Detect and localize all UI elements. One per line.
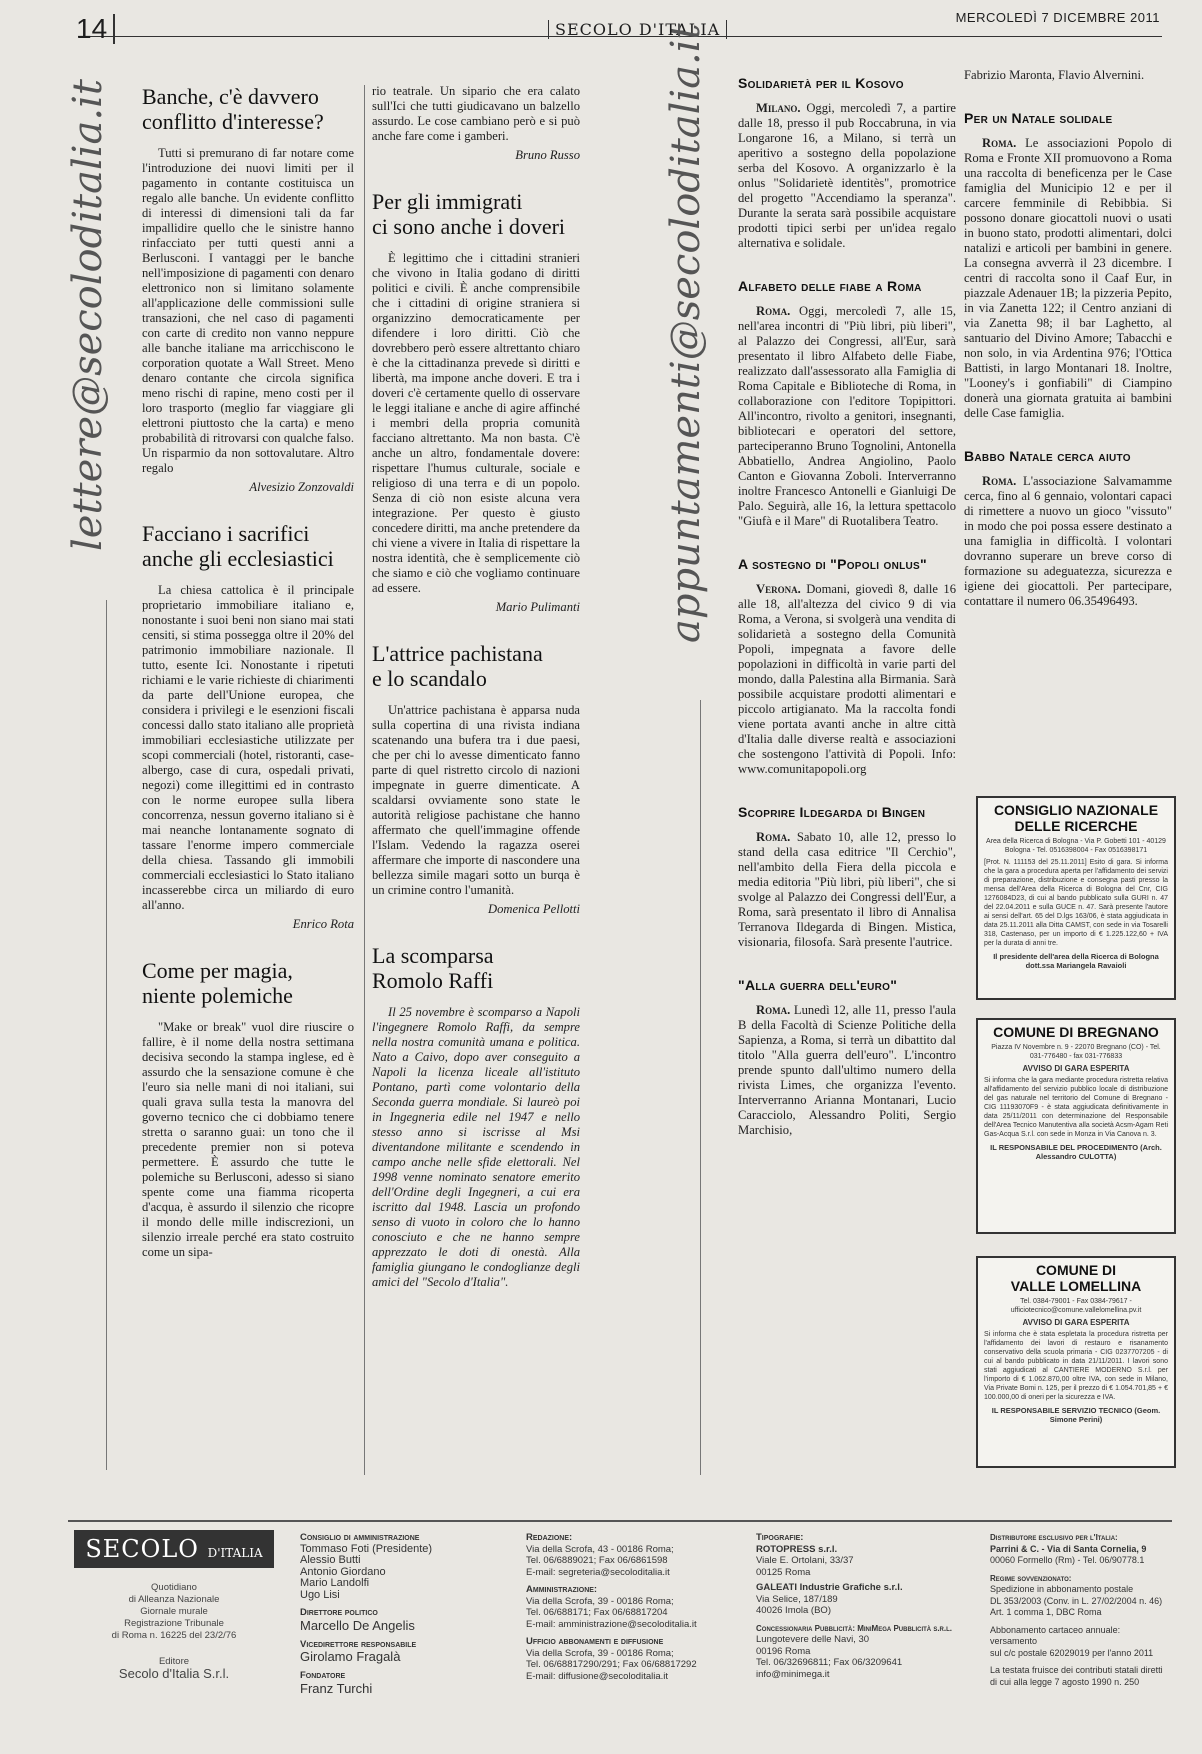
event-item	[738, 805, 956, 950]
letter-article	[142, 84, 354, 495]
concessionaria-label: Concessionaria Pubblicità: MiniMega Pubblicità s.r.l.	[756, 1623, 952, 1633]
event-body: Fabrizio Maronta, Flavio Alvernini.	[964, 68, 1145, 82]
column-divider	[364, 85, 365, 1475]
ad-cnr	[976, 796, 1176, 1000]
concessionaria-line: info@minimega.it	[756, 1668, 830, 1680]
masthead-title: SECOLO D'ITALIA	[548, 20, 727, 39]
vicedirector-name: Girolamo Fragalà	[300, 1649, 401, 1664]
ad-title: COMUNE DI BREGNANO	[993, 1024, 1159, 1040]
board-member: Tommaso Foti (Presidente)	[300, 1542, 433, 1555]
contact-line: Via della Scrofa, 43 - 00186 Roma;	[526, 1543, 674, 1555]
event-place: Roma.	[756, 304, 791, 318]
distributore-line: 00060 Formello (Rm) - Tel. 06/90778.1	[990, 1555, 1145, 1565]
event-place: Roma.	[756, 830, 791, 844]
event-title: Babbo Natale cerca aiuto	[964, 448, 1131, 464]
printer-line: Viale E. Ortolani, 33/37	[756, 1555, 854, 1566]
event-place: Roma.	[756, 1003, 791, 1017]
ad-bregnano	[976, 1018, 1176, 1234]
ad-subtitle: Tel. 0384-79001 - Fax 0384-79617 - ufficiotecnico@comune.vallelomellina.pv.it	[1010, 1298, 1142, 1314]
letter-article	[142, 521, 354, 932]
left-side-rule	[106, 600, 107, 1470]
letter-signature: Domenica Pellotti	[488, 902, 580, 916]
amministrazione-label: Amministrazione:	[526, 1584, 598, 1595]
ad-heading: AVVISO DI GARA ESPERITA	[1022, 1318, 1130, 1327]
letter-title: Facciano i sacrifici anche gli ecclesiastici	[142, 521, 334, 571]
letter-body: È legittimo che i cittadini stranieri che vivono in Italia godano di diritti politici e civili. È anche comprensibile che i cittadini di origine straniera si organizzino democraticamente per difendere i loro diritti. Ciò che dovrebbero però essere altrettanto chiaro è che la cittadinanza prevede sì diritti e libertà, ma impone anche doveri. E tra i doveri c'è certamente quello di osservare le leggi italiane e anche di agire affinché i membri della propria comunità facciano altrettanto. Ma non basta. C'è anche un altro, fondamentale dovere: rispettare l'humus culturale, sociale e religioso di una terra e di un popolo. Senza di ciò non esiste alcuna vera integrazione. Per questo è giusto concedere diritti, ma anche pretendere da chi viene a vivere in Italia di rispettare la nostra identità, che è semplicemente ciò che siamo e ciò che vogliamo continuare ad essere.	[372, 251, 580, 595]
regime-line: Art. 1 comma 1, DBC Roma	[990, 1607, 1102, 1617]
letter-body: Il 25 novembre è scomparso a Napoli l'ingegnere Romolo Raffi, da sempre nella nostra comunità umana e politica. Nato a Caivo, dopo aver conseguito a Napoli la licenza liceale all'istituto Pontano, partì come volontario della Seconda guerra mondiale. Si laureò poi in Ingegneria edile nel 1947 e nello stesso anno si iscrisse al Msi diventandone militante e scendendo in campo anche nelle sfide elettorali. Nel 1998 venne nominato senatore emerito dell'Ordine degli Ingegneri, a cui era iscritto dal 1948. Lascia un profondo senso di vuoto in coloro che lo hanno conosciuto e che ne hanno sempre apprezzato le doti di onestà. Alla famiglia giungano le condoglianze degli amici del "Secolo d'Italia".	[372, 1005, 580, 1289]
redazione-label: Redazione:	[526, 1532, 573, 1543]
publication-line: Registrazione Tribunale	[124, 1618, 224, 1629]
printer-line: Via Selice, 187/189	[756, 1593, 838, 1605]
abbonamenti-label: Ufficio abbonamenti e diffusione	[526, 1636, 664, 1647]
distributore-label: Distributore esclusivo per l'Italia:	[990, 1533, 1118, 1542]
events-email-label: appuntamenti@secoloditalia.it	[663, 23, 709, 643]
ad-valle-lomellina	[976, 1256, 1176, 1468]
issue-date: MERCOLEDÌ 7 DICEMBRE 2011	[955, 10, 1160, 25]
board-member: Antonio Giordano	[300, 1565, 386, 1578]
distributore-line: Parrini & C. - Via di Santa Cornelia, 9	[990, 1543, 1147, 1554]
director-label: Direttore politico	[300, 1607, 378, 1618]
printer-line: 00125 Roma	[756, 1566, 811, 1578]
publication-line: di Alleanza Nazionale	[128, 1594, 220, 1605]
event-item	[964, 111, 1172, 421]
event-body: Le associazioni Popolo di Roma e Fronte XII promuovono a Roma una raccolta di beneficenza per le Case famiglia del Municipio 12 e per il carcere femminile di Rebibbia. Si possono donare giocattoli nuovi o usati in buono stato, prodotti alimentari, dolci natalizi e articoli per bambini in genere. La consegna avverrà il 23 dicembre. I centri di raccolta sono il Caaf Eur, in piazzale Adenauer 1B; la pizzeria Pepito, in via Zanetta 122; il Centro anziani di via Zanetta 98; il bar Laghetto, al santuario del Divino Amore; Tabacchi e non solo, in via Ardentina 976; l'Ottica Battisti, in largo Montanari 18. Inoltre, "Looney's i gonfiabili" di Ciampino donerà una giornata gratuita ai bambini delle Case famiglia.	[964, 136, 1172, 420]
board-member: Ugo Lisi	[300, 1588, 340, 1601]
ad-heading: AVVISO DI GARA ESPERITA	[1022, 1064, 1130, 1073]
director-name: Marcello De Angelis	[300, 1617, 415, 1633]
events-column-1	[738, 76, 956, 1166]
editor-label: Editore	[158, 1656, 190, 1667]
abbonamento-line: Abbonamento cartaceo annuale: versamento	[990, 1624, 1121, 1646]
contact-line: Tel. 06/688171; Fax 06/68817204	[526, 1607, 668, 1618]
ad-subtitle: Area della Ricerca di Bologna - Via P. Gobetti 101 - 40129 Bologna - Tel. 0516398004 - Fax 0516398171	[986, 838, 1166, 854]
letter-article	[142, 958, 354, 1260]
event-body: Lunedì 12, alle 11, presso l'aula B della Facoltà di Scienze Politiche della Sapienza, a Roma, si terrà un dibattito dal titolo "Alla guerra dell'euro". L'incontro prende spunto dall'ultimo numero della rivista Limes, che organizza l'evento. Interverranno Arianna Montanari, Lucio Caracciolo, Alessandro Politi, Sergio Marchisio,	[738, 1003, 957, 1137]
letter-body: rio teatrale. Un sipario che era calato sull'Ici che tutti giudicavano un balzello assurdo. Le cose cambiano però e si può anche fare come i gamberi.	[372, 84, 580, 143]
event-item	[738, 557, 956, 777]
distribution-column	[990, 1532, 1168, 1688]
letter-title: Per gli immigrati ci sono anche i doveri	[372, 189, 566, 239]
regime-line: DL 353/2003 (Conv. in L. 27/02/2004 n. 46)	[990, 1595, 1163, 1606]
concessionaria-line: Lungotevere delle Navi, 30	[756, 1634, 870, 1645]
letter-title: Come per magia, niente polemiche	[142, 958, 293, 1008]
event-item	[964, 449, 1172, 609]
publication-line: Quotidiano	[151, 1582, 197, 1593]
event-body: Sabato 10, alle 12, presso lo stand della casa editrice "Il Cerchio", nell'ambito della Fiera della piccola e media editoria "Più libri, più liberi", che si svolge al Palazzo dei Congressi dell'Eur, a Roma, sarà presentato il libro di Annalisa Terranova Ildegarda di Bingen. Mistica, visionaria, filosofa. Sarà presente l'autrice.	[738, 830, 956, 949]
letter-body: Tutti si premurano di far notare come l'introduzione dei nuovi limiti per il pagamento in contante costituisca un regalo alle banche. Un evidente conflitto di interessi di dimensioni tali da far impallidire quello che le sinistre hanno rinfacciato per tutti questi anni a Berlusconi. I vantaggi per le banche nell'imposizione di pagamenti con denaro elettronico non si limitano solamente all'applicazione delle commissioni sulle transazioni, che nel caso di pagamenti con carte di credito non vanno neppure alle banche italiane ma arricchiscono le corporation quotate a Wall Street. Meno denaro contante che circola significa meno rischi di rapine, meno costi per il loro trasporto (meglio far viaggiare gli elettroni piuttosto che la carta) e meno probabilità di ritrovarsi con qualche falso. Un risparmio da non sottovalutare. Altro regalo	[142, 146, 354, 475]
board-member: Mario Landolfi	[300, 1577, 370, 1589]
letter-article	[372, 641, 580, 917]
event-title: Scoprire Ildegarda di Bingen	[738, 804, 926, 820]
event-title: Alfabeto delle fiabe a Roma	[738, 278, 922, 294]
event-item	[964, 68, 1172, 83]
contact-line: E-mail: segreteria@secoloditalia.it	[526, 1566, 670, 1578]
event-place: Milano.	[756, 101, 801, 115]
concessionaria-line: 00196 Roma	[756, 1645, 811, 1657]
event-place: Verona.	[756, 582, 801, 596]
events-column-2	[964, 68, 1172, 637]
letter-signature: Mario Pulimanti	[495, 600, 580, 614]
ad-footer: Il presidente dell'area della Ricerca di Bologna dott.ssa Mariangela Ravaioli	[993, 952, 1159, 970]
board-member: Alessio Butti	[300, 1554, 361, 1566]
ad-footer: IL RESPONSABILE DEL PROCEDIMENTO (Arch. Alessandro CULOTTA)	[990, 1143, 1162, 1161]
ad-body: [Prot. N. 111153 del 25.11.2011] Esito di gara. Si informa che la gara a procedura aperta per l'affidamento dei servizi di preparazione, distribuzione e consegna pasti presso la mensa dell'Area della Ricerca di Bologna del Cnr, CIG 1276084D23, di cui al bando pubblicato sulla GURI n. 47 del 22.04.2011 e sulla GUCE n. 47. Sarà presente l'autore ai sensi dell'art. 65 del D.lgs 163/06, è stata aggiudicata in data 25.11.2011 alla Ditta CAMST, con sede in via Tosarelli 318, Castenaso, per un importo di € 1.225.122,60 + IVA per la durata di anni tre.	[984, 859, 1168, 947]
printers-column	[756, 1532, 974, 1680]
tipografie-label: Tipografie:	[756, 1532, 804, 1543]
letter-article	[372, 84, 580, 163]
publication-line: di Roma n. 16225 del 23/2/76	[111, 1630, 237, 1641]
event-place: Roma.	[982, 474, 1017, 488]
vicedirector-label: Vicedirettore responsabile	[300, 1638, 417, 1650]
event-body: Domani, giovedì 8, dalle 16 alle 18, all'altezza del civico 9 di via Roma, a Verona, si svolgerà una vendita di solidarietà a sostegno della Comunità Popoli, impegnata a favore delle popolazioni in difficoltà in varie parti del mondo, dalla Palestina alla Birmania. Sarà possibile acquistare prodotti alimentari e piccolo artigianato. Ma la raccolta fondi viene portata avanti anche in altre città d'Italia dalle diverse realtà e associazioni che sostengono l'attività di Popoli. Info: www.comunitapopoli.org	[738, 582, 956, 776]
letter-signature: Enrico Rota	[292, 917, 354, 931]
abbonamento-line: sul c/c postale 62029019 per l'anno 2011	[990, 1647, 1154, 1658]
letters-column-2	[372, 84, 580, 1316]
printer-line: GALEATI Industrie Grafiche s.r.l.	[756, 1582, 903, 1593]
event-title: A sostegno di "Popoli onlus"	[738, 556, 927, 572]
letter-article	[372, 189, 580, 615]
obituary-article	[372, 943, 580, 1290]
event-item	[738, 279, 956, 529]
testata-line: di cui alla legge 7 agosto 1990 n. 250	[990, 1676, 1140, 1687]
footer-logo	[74, 1530, 274, 1568]
contacts-column	[526, 1532, 738, 1682]
publication-info	[74, 1582, 274, 1680]
contact-line: Tel. 06/68817290/291; Fax 06/68817292	[526, 1659, 697, 1670]
founder-label: Fondatore	[300, 1670, 346, 1681]
regime-label: Regime sovvenzionato:	[990, 1573, 1072, 1583]
footer-logo-small: D'ITALIA	[207, 1546, 263, 1560]
letter-signature: Alvesizio Zonzovaldi	[249, 480, 354, 494]
concessionaria-line: Tel. 06/32696811; Fax 06/3209641	[756, 1657, 903, 1668]
ad-title: COMUNE DI VALLE LOMELLINA	[1010, 1262, 1142, 1294]
ad-footer: IL RESPONSABILE SERVIZIO TECNICO (Geom. Simone Perini)	[991, 1406, 1161, 1424]
contact-line: E-mail: diffusione@secoloditalia.it	[526, 1670, 669, 1682]
contact-line: Via della Scrofa, 39 - 00186 Roma;	[526, 1647, 674, 1659]
letter-body: Un'attrice pachistana è apparsa nuda sulla copertina di una rivista indiana scatenando una bufera tra i due paesi, che per chi lo avesse dimenticato fanno parte di quel ristretto circolo di nazioni impegnate in guerre dimenticate. A scaldarsi ovviamente sono state le autorità religiose pachistane che hanno affermato che quell'immagine offende l'Islam. Vedendo la ragazza oserei affermare che importe di nascondere una bellezza simile magari sotto un burqa è un crimine contro l'umanità.	[372, 703, 580, 897]
letter-signature: Bruno Russo	[515, 148, 580, 162]
event-place: Roma.	[982, 136, 1017, 150]
letter-title: L'attrice pachistana e lo scandalo	[372, 641, 543, 691]
page-number: 14	[76, 14, 115, 44]
letter-title: Banche, c'è davvero conflitto d'interesse?	[142, 84, 324, 134]
ad-subtitle: Piazza IV Novembre n. 9 - 22070 Bregnano (CO) - Tel. 031-776480 - fax 031-776833	[991, 1044, 1161, 1060]
publication-line: Giornale murale	[140, 1606, 208, 1617]
letters-email-label: lettere@secoloditalia.it	[65, 79, 111, 551]
letters-column-1	[142, 84, 354, 1286]
contact-line: Via della Scrofa, 39 - 00186 Roma;	[526, 1595, 674, 1607]
contact-line: E-mail: amministrazione@secoloditalia.it	[526, 1618, 697, 1630]
event-title: "Alla guerra dell'euro"	[738, 977, 898, 993]
board-column	[300, 1532, 500, 1696]
event-item	[738, 76, 956, 251]
event-title: Per un Natale solidale	[964, 110, 1113, 126]
printer-line: 40026 Imola (BO)	[756, 1605, 831, 1616]
letter-body: "Make or break" vuol dire riuscire o fallire, è il nome della nostra settimana decisiva secondo la stampa inglese, ed è assurdo che la sensazione comune è che l'euro sia nelle mani di noi italiani, sui quali grava sulla testa la manovra del governo tecnico che ci dobbiamo tenere stretta o saranno guai: un tono che il precedente premier non si poteva permettere. È assurdo che tutte le polemiche su Berlusconi, adesso si siano spente come una fiamma ricoperta d'acqua, è assurdo il silenzio che ricopre il mondo delle mille indiscrezioni, un silenzio irreale perché era stato costruito come un sipa-	[142, 1020, 354, 1259]
ad-title: CONSIGLIO NAZIONALE DELLE RICERCHE	[993, 802, 1159, 834]
event-body: L'associazione Salvamamme cerca, fino al 6 gennaio, volontari capaci di rimettere a nuovo un gioco "vissuto" in modo che poi possa essere destinato a una famiglia in difficoltà. I volontari dovranno superare un breve corso di formazione su adeguatezza, sicurezza e igiene dei giocattoli. Per partecipare, contattare il numero 06.35496493.	[964, 474, 1172, 608]
event-body: Oggi, mercoledì 7, a partire dalle 18, presso il pub Roccabruna, in via Longarone 16, a Milano, si terrà un aperitivo a sostegno della popolazione serba del Kosovo. A organizzarlo è la onlus "Solidarietè identitès", promotrice del progetto "Accendiamo la speranza". Durante la serata sarà possibile acquistare prodotti tipici serbi per un'idea regalo alternativa e solidale.	[738, 101, 956, 250]
letter-body: La chiesa cattolica è il principale proprietario immobiliare italiano e, nonostante i suoi beni non siano mai stati censiti, si stima possegga oltre il 20% del patrimonio immobiliare nazionale. Il tutto, esente Ici. Nonostante i ripetuti richiami e le varie richieste di chiarimenti da parte dell'Unione europea, che considera i privilegi e le esenzioni fiscali concessi dallo stato italiano alle proprietà immobiliari ecclesiastiche utilizzate per scopi commerciali (hotel, ristoranti, case-albergo, case di cura, ospedali privati, negozi) come illegittimi ed in contrasto con le norme europee sulla libera concorrenza, nessun governo italiano si è mai neanche lontanamente sognato di tassare l'enorme impero commerciale della chiesa. Tassando gli immobili commerciali ecclesiastici lo Stato italiano incasserebbe circa un miliardo di euro all'anno.	[142, 583, 354, 912]
board-label: Consiglio di amministrazione	[300, 1532, 420, 1543]
event-body: Oggi, mercoledì 7, alle 15, nell'area incontri di "Più libri, più liberi", al Palazzo dei Congressi, all'Eur, sarà presentato il libro Alfabeto delle Fiabe, realizzato dall'assessorato alla Famiglia di Roma Capitale e Biblioteche di Roma, in collaborazione con l'editore Topipittori. All'incontro, rivolto a genitori, insegnanti, bibliotecari e operatori del settore, parteciperanno Bruno Tognolini, Antonella Abbatiello, Andrea Angiolino, Paolo Canton e Giovanna Zoboli. Interverranno inoltre Francesco Antonelli e Gianluigi De Palo. Seguirà, alle 16, la lettura spettacolo "Giufà e il Mare" di Ruotalibera Teatro.	[738, 304, 956, 528]
colophon	[68, 1520, 1172, 1744]
event-item	[738, 978, 956, 1138]
ad-body: Si informa che è stata espletata la procedura ristretta per l'affidamento dei lavori di restauro e risanamento conservativo della scuola primaria - CIG 0237707205 - di cui al bando pubblicato in data 21/11/2011. I lavori sono stati aggiudicati al CANTIERE MODERNO S.r.l. per l'importo di € 1.062.870,00 oltre IVA, con sede in Milano, Via Private Bomi n. 125, per il prezzo di € 1.054.701,85 + € 100.000,00 di oneri per la sicurezza e IVA.	[984, 1331, 1168, 1401]
right-side-rule	[700, 700, 701, 1475]
letter-title: La scomparsa Romolo Raffi	[372, 943, 494, 993]
testata-line: La testata fruisce dei contributi statali diretti	[990, 1665, 1163, 1675]
editor-name: Secolo d'Italia S.r.l.	[118, 1666, 230, 1681]
regime-line: Spedizione in abbonamento postale	[990, 1584, 1134, 1594]
founder-name: Franz Turchi	[300, 1680, 373, 1696]
contact-line: Tel. 06/6889021; Fax 06/6861598	[526, 1555, 668, 1566]
ad-body: Si informa che la gara mediante procedura ristretta relativa all'affidamento del servizio pubblico locale di distribuzione del gas naturale nel territorio del Comune di Bregnano - CIG 11193070F9 - è stata aggiudicata definitivamente in data 25/11/2011 con determinazione del Responsabile dell'Area Tecnico Manutentiva alla società Acsm-Agam Reti Gas-Acqua S.r.l. con sede in Monza in Via Canova n. 3.	[984, 1077, 1168, 1138]
footer-logo-main: SECOLO	[85, 1535, 199, 1563]
event-title: Solidarietà per il Kosovo	[738, 75, 904, 91]
printer-line: ROTOPRESS s.r.l.	[756, 1543, 838, 1555]
